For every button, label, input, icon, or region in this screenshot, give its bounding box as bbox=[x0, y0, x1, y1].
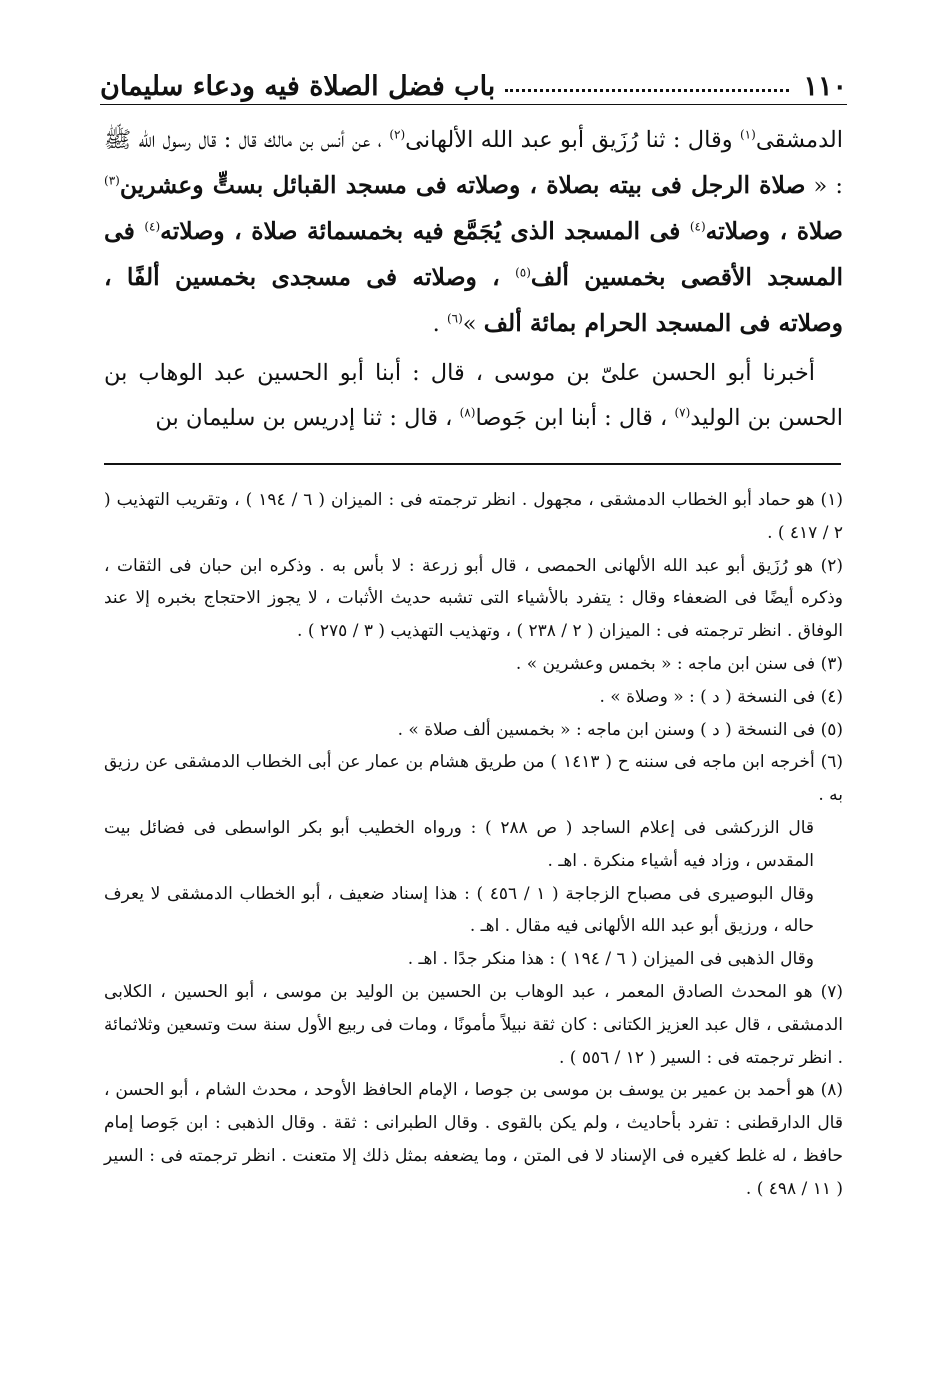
hadith-text: فى المسجد الذى يُجَمَّع فيه بخمسمائة صلاة ، وصلاته bbox=[160, 217, 690, 245]
footnote-ref[interactable]: (٤) bbox=[144, 219, 161, 234]
isnad-paragraph bbox=[104, 351, 843, 441]
chapter-title: باب فضل الصلاة فيه ودعاء سليمان bbox=[100, 71, 496, 102]
text-run: ، قال : أبنا ابن جَوصا bbox=[475, 405, 675, 431]
page-header bbox=[100, 60, 847, 102]
text-run: وقال : ثنا رُزَيق أبو عبد الله الألهانى bbox=[405, 127, 740, 153]
footnote-6-dhahabi: وقال الذهبى فى الميزان ( ٦ / ١٩٤ ) : هذا منكر جدًا . اهـ . bbox=[407, 949, 814, 970]
footnote-6-busiri: وقال البوصيرى فى مصباح الزجاجة ( ١ / ٤٥٦ ) : هذا إسناد ضعيف ، أبو الخطاب الدمشقى لا يعرف حاله ، ورزيق أبو عبد الله الألهانى فيه مقال . اهـ . bbox=[104, 883, 814, 937]
hadith-text: فى المسجد الأقصى بخمسين ألف bbox=[104, 217, 843, 291]
footnote-2: (٢) هو رُزَيق أبو عبد الله الألهانى الحمصى ، قال أبو زرعة : لا بأس به . وذكره ابن حبان فى الثقات ، وذكره أيضًا فى الضعفاء وقال : يتفرد بالأشياء التى تشبه حديث الأثبات ، لا يجوز الاحتجاج بخبره إلا عند الوفاق . انظر ترجمته فى : الميزان ( ٢ / ٢٣٨ ) ، وتهذيب التهذيب ( ٣ / ٢٧٥ ) . bbox=[104, 555, 843, 642]
footnote-ref[interactable]: (٣) bbox=[104, 173, 120, 188]
footnote-3: (٣) فى سنن ابن ماجه : « بخمس وعشرين » . bbox=[515, 653, 843, 674]
main-text bbox=[104, 118, 843, 441]
footnote-6-zarkashi: قال الزركشى فى إعلام الساجد ( ص ٢٨٨ ) : ورواه الخطيب أبو بكر الواسطى فى فضائل بيت المقدس ، وزاد فيه أشياء منكرة . اهـ . bbox=[104, 817, 814, 871]
footnote-ref[interactable]: (٨) bbox=[459, 405, 476, 420]
footnote-ref[interactable]: (١) bbox=[739, 127, 756, 142]
header-rule bbox=[100, 104, 847, 105]
page-number: ١١٠ bbox=[803, 71, 847, 102]
footnote-ref[interactable]: (٢) bbox=[389, 127, 406, 142]
header-dotted-leader bbox=[505, 89, 789, 92]
footnote-ref[interactable]: (٧) bbox=[674, 405, 691, 420]
footnote-6: (٦) أخرجه ابن ماجه فى سننه ح ( ١٤١٣ ) من طريق هشام بن عمار عن أبى الخطاب الدمشقى عن رزيق به . bbox=[104, 752, 843, 806]
hadith-paragraph bbox=[104, 118, 843, 347]
footnote-4: (٤) فى النسخة ( د ) : « وصلاة » . bbox=[599, 686, 843, 707]
footnote-separator bbox=[104, 463, 841, 465]
hadith-text: ، وصلاته فى مسجدى بخمسين ألفًا ، وصلاته فى المسجد الحرام بمائة ألف bbox=[104, 263, 843, 337]
footnote-1: (١) هو حماد أبو الخطاب الدمشقى ، مجهول . انظر ترجمته فى : الميزان ( ٦ / ١٩٤ ) ، وتقريب التهذيب ( ٢ / ٤١٧ ) . bbox=[104, 490, 843, 543]
hadith-text: صلاة الرجل فى بيته بصلاة ، وصلاته فى مسجد القبائل بستٍّ وعشرين bbox=[119, 171, 806, 199]
hadith-text: صلاة ، وصلاته bbox=[705, 217, 844, 245]
text-run: الدمشقى bbox=[755, 127, 843, 153]
text-run: . bbox=[432, 311, 447, 337]
footnote-ref[interactable]: (٦) bbox=[446, 311, 463, 326]
footnote-5: (٥) فى النسخة ( د ) وسنن ابن ماجه : « بخمسين ألف صلاة » . bbox=[397, 719, 843, 740]
footnotes bbox=[104, 484, 843, 1206]
text-run: ، عن أنس بن مالك قال : قال رسول الله ﷺ : « bbox=[104, 127, 843, 199]
text-run: » bbox=[462, 311, 484, 337]
footnote-ref[interactable]: (٤) bbox=[689, 219, 706, 234]
text-run: ، قال : ثنا إدريس بن سليمان بن bbox=[155, 405, 460, 431]
text-run: أخبرنا أبو الحسن علىّ بن موسى ، قال : أبنا أبو الحسين عبد الوهاب بن الحسن بن الوليد bbox=[104, 360, 843, 431]
footnote-ref[interactable]: (٥) bbox=[515, 265, 531, 280]
footnote-7: (٧) هو المحدث الصادق المعمر ، عبد الوهاب بن الحسين بن الوليد بن موسى ، أبو الحسين ، الكلابى الدمشقى ، قال عبد العزيز الكتانى : كان ثقة نبيلاً مأمونًا ، ومات فى ربيع الأول سنة ست وتسعين وثلاثمائة . انظر ترجمته فى : السير ( ١٢ / ٥٥٦ ) . bbox=[104, 981, 843, 1068]
footnote-8: (٨) هو أحمد بن عمير بن يوسف بن موسى بن جوصا ، الإمام الحافظ الأوحد ، محدث الشام ، أبو الحسن ، قال الدارقطنى : تفرد بأحاديث ، ولم يكن بالقوى . وقال الطبرانى : ثقة . وقال الذهبى : ابن جَوصا إمام حافظ ، له غلط كغيره فى الإسناد لا فى المتن ، وما يضعفه بمثل ذلك إلا متعنت . انظر ترجمته فى : السير ( ١١ / ٤٩٨ ) . bbox=[104, 1080, 843, 1199]
